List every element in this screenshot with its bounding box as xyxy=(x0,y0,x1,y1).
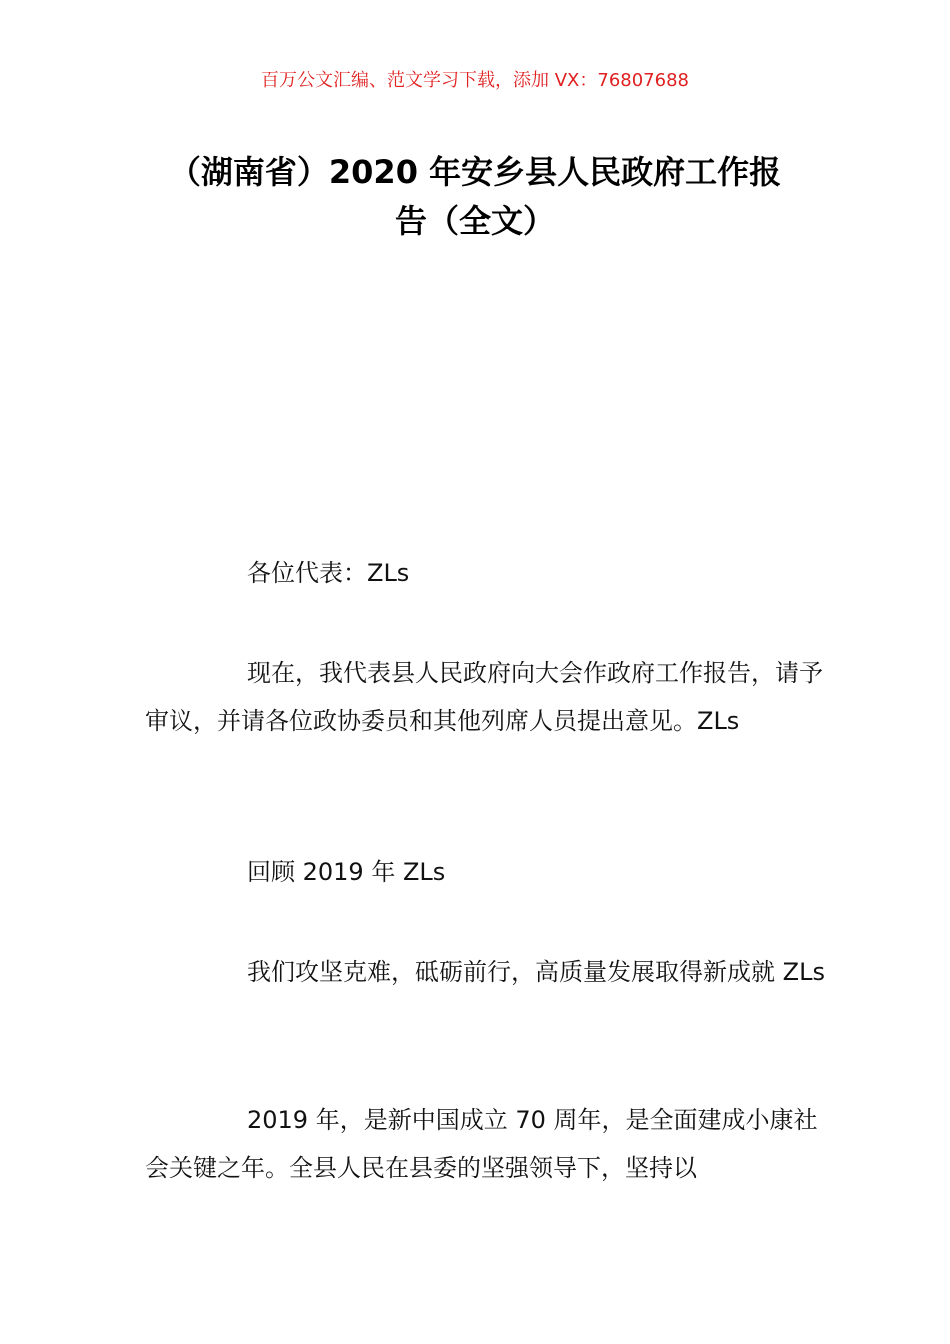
paragraph-achievements-heading xyxy=(145,948,835,996)
paragraph-intro xyxy=(145,649,835,745)
paragraph-review-heading xyxy=(145,848,835,896)
title-line-1: （湖南省）2020 年安乡县人民政府工作报 xyxy=(168,153,782,191)
paragraph-text: 2019 年，是新中国成立 70 周年，是全面建成小康社会关键之年。全县人民在县委的坚强领导下，坚持以 xyxy=(145,1106,818,1182)
title-line-2: 告（全文） xyxy=(394,202,555,240)
paragraph-text: 我们攻坚克难，砥砺前行，高质量发展取得新成就 ZLs xyxy=(247,958,825,986)
paragraph-2019-summary xyxy=(145,1096,835,1192)
paragraph-text: 现在，我代表县人民政府向大会作政府工作报告，请予审议，并请各位政协委员和其他列席人员提出意见。ZLs xyxy=(145,659,823,735)
header-watermark-note: 百万公文汇编、范文学习下载，添加 VX：76807688 xyxy=(261,70,689,91)
paragraph-text: 各位代表：ZLs xyxy=(247,559,410,587)
page-title xyxy=(145,148,805,246)
paragraph-text: 回顾 2019 年 ZLs xyxy=(247,858,446,886)
paragraph-salutation xyxy=(145,549,835,597)
